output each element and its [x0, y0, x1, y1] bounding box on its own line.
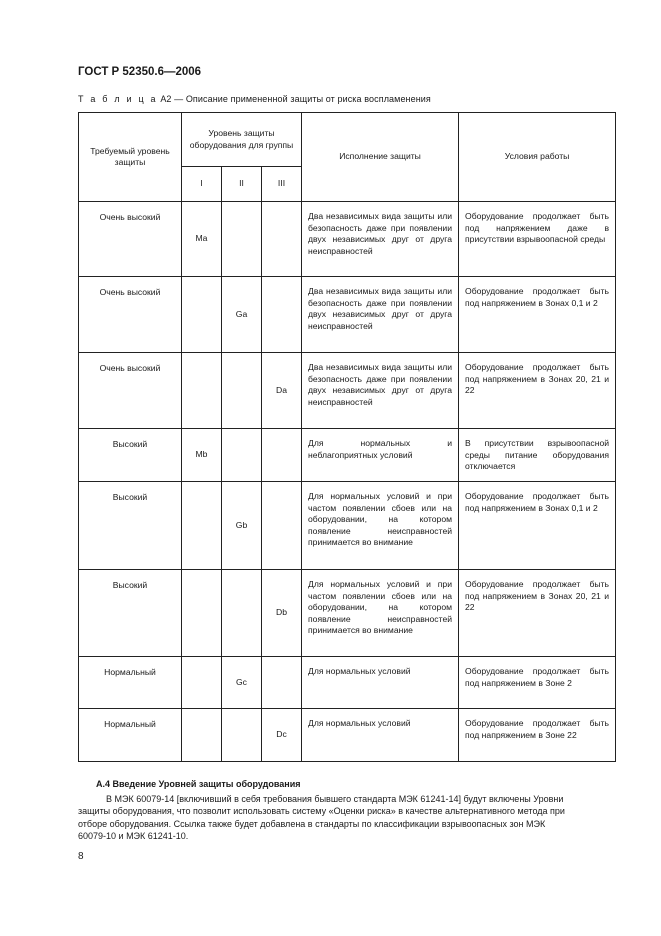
protection-cell: Для нормальных условий	[302, 709, 459, 762]
group-1-cell	[182, 353, 222, 429]
level-cell: Очень высокий	[79, 202, 182, 277]
group-2-cell: Gb	[222, 482, 262, 570]
group-3-cell	[262, 202, 302, 277]
protection-cell: Два независимых вида защиты или безопасность даже при появлении двух независимых друг от друга неисправностей	[302, 353, 459, 429]
group-1-cell: Ma	[182, 202, 222, 277]
group-2-cell	[222, 353, 262, 429]
paragraph-line: 60079-10 и МЭК 61241-10.	[78, 830, 189, 841]
level-cell: Высокий	[79, 429, 182, 482]
protection-cell: Для нормальных условий и при частом появлении сбоев или на оборудовании, на котором появление неисправностей принимается во внимание	[302, 482, 459, 570]
table-row	[79, 353, 616, 429]
group-3-cell: Dc	[262, 709, 302, 762]
level-cell: Высокий	[79, 570, 182, 657]
group-3-cell	[262, 277, 302, 353]
conditions-cell: В присутствии взрывоопасной среды питание оборудования отключается	[459, 429, 616, 482]
protection-cell: Два независимых вида защиты или безопасность даже при появлении двух независимых друг от друга неисправностей	[302, 277, 459, 353]
conditions-cell: Оборудование продолжает быть под напряжением даже в присутствии взрывоопасной среды	[459, 202, 616, 277]
header-equipment-level: Уровень защиты оборудования для группы	[182, 113, 302, 167]
protection-cell: Два независимых вида защиты или безопасность даже при появлении двух независимых друг от друга неисправностей	[302, 202, 459, 277]
conditions-cell: Оборудование продолжает быть под напряжением в Зонах 0,1 и 2	[459, 482, 616, 570]
table-row	[79, 277, 616, 353]
table-row	[79, 709, 616, 762]
protection-table	[78, 112, 616, 762]
header-required-level: Требуемый уровень защиты	[79, 113, 182, 202]
group-2-cell	[222, 709, 262, 762]
level-cell: Нормальный	[79, 657, 182, 709]
group-3-cell: Da	[262, 353, 302, 429]
group-1-cell	[182, 709, 222, 762]
conditions-cell: Оборудование продолжает быть под напряжением в Зоне 2	[459, 657, 616, 709]
paragraph-line: отборе оборудования. Ссылка также будет добавлена в стандарты по классификации взрывоопасных зон МЭК	[78, 818, 546, 829]
group-3-cell	[262, 482, 302, 570]
group-1-cell	[182, 277, 222, 353]
table-row	[79, 657, 616, 709]
header-group-1: I	[182, 167, 222, 202]
group-2-cell	[222, 570, 262, 657]
header-execution: Исполнение защиты	[302, 113, 459, 202]
level-cell: Высокий	[79, 482, 182, 570]
paragraph-line: В МЭК 60079-14 [включивший в себя требования бывшего стандарта МЭК 61241-14] будут включены Уровни	[106, 794, 564, 804]
group-3-cell	[262, 429, 302, 482]
group-1-cell	[182, 657, 222, 709]
header-group-2: II	[222, 167, 262, 202]
group-2-cell: Gc	[222, 657, 262, 709]
conditions-cell: Оборудование продолжает быть под напряжением в Зонах 0,1 и 2	[459, 277, 616, 353]
group-2-cell	[222, 202, 262, 277]
section-paragraph	[78, 793, 615, 842]
table-row	[79, 202, 616, 277]
table-row	[79, 482, 616, 570]
table-row	[79, 570, 616, 657]
standard-designation: ГОСТ Р 52350.6—2006	[78, 66, 202, 78]
group-3-cell	[262, 657, 302, 709]
level-cell: Нормальный	[79, 709, 182, 762]
protection-cell: Для нормальных и неблагоприятных условий	[302, 429, 459, 482]
group-2-cell: Ga	[222, 277, 262, 353]
group-1-cell	[182, 482, 222, 570]
page-number: 8	[78, 851, 84, 862]
caption-label: Т а б л и ц а	[78, 94, 158, 104]
group-3-cell: Db	[262, 570, 302, 657]
table-caption	[78, 94, 431, 104]
paragraph-line: защиты оборудования, что позволит использовать систему «Оценки риска» в качестве альтернативного метода при	[78, 806, 565, 817]
section-title: А.4 Введение Уровней защиты оборудования	[96, 779, 301, 789]
conditions-cell: Оборудование продолжает быть под напряжением в Зоне 22	[459, 709, 616, 762]
caption-number: А2	[160, 94, 172, 104]
protection-cell: Для нормальных условий и при частом появлении сбоев или на оборудовании, на котором появление неисправностей принимается во внимание	[302, 570, 459, 657]
group-2-cell	[222, 429, 262, 482]
protection-cell: Для нормальных условий	[302, 657, 459, 709]
conditions-cell: Оборудование продолжает быть под напряжением в Зонах 20, 21 и 22	[459, 570, 616, 657]
conditions-cell: Оборудование продолжает быть под напряжением в Зонах 20, 21 и 22	[459, 353, 616, 429]
group-1-cell: Mb	[182, 429, 222, 482]
caption-text: — Описание примененной защиты от риска воспламенения	[171, 94, 431, 104]
group-1-cell	[182, 570, 222, 657]
level-cell: Очень высокий	[79, 277, 182, 353]
header-group-3: III	[262, 167, 302, 202]
table-row	[79, 429, 616, 482]
level-cell: Очень высокий	[79, 353, 182, 429]
header-conditions: Условия работы	[459, 113, 616, 202]
